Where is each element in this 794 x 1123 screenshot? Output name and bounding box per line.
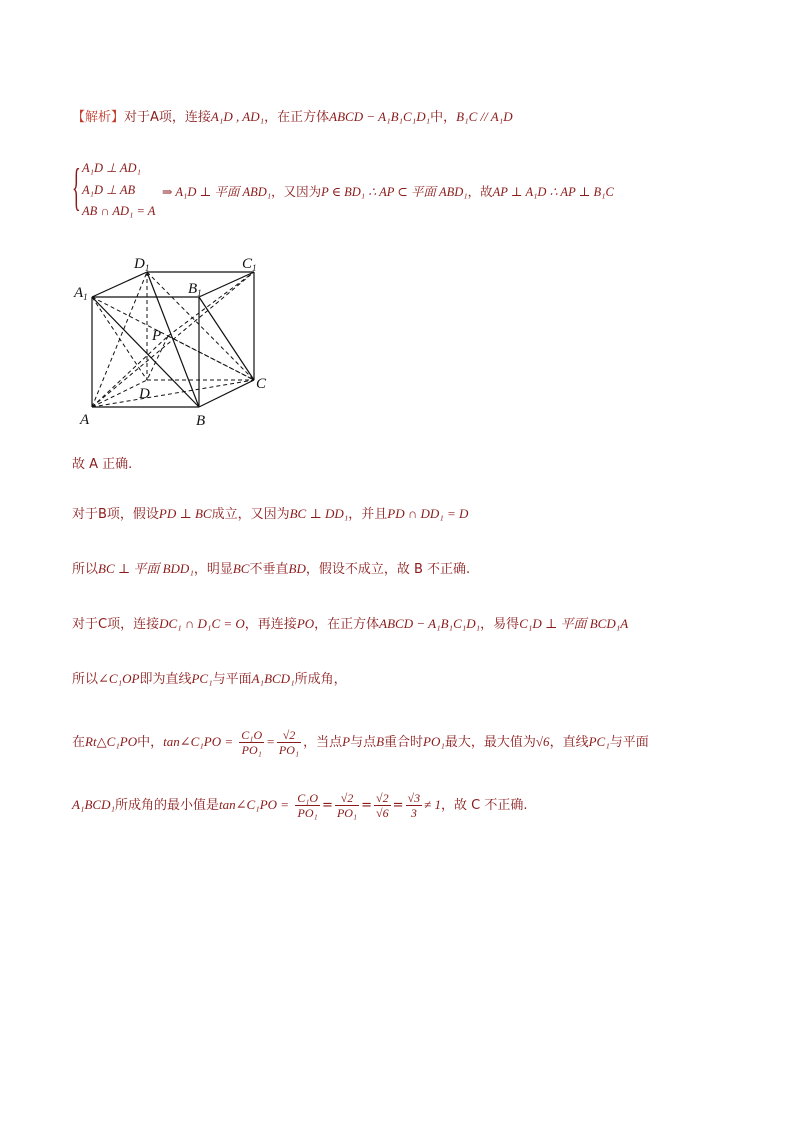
text: 重合时 <box>384 735 424 750</box>
label-A1: $A_1$ <box>74 285 88 302</box>
system-row-1: A₁D ⊥ AD₁ <box>82 161 141 175</box>
numerator: √2 <box>277 728 301 743</box>
math: C₁D ⊥ 平面 BCD₁A <box>519 616 629 631</box>
text: 在 <box>72 735 86 750</box>
label-P: P <box>152 328 162 344</box>
math: tan∠C₁PO = <box>219 797 290 812</box>
label-A: A <box>80 412 90 428</box>
label-D: D <box>139 386 150 402</box>
text: ，当点 <box>303 735 343 750</box>
fraction <box>239 728 264 757</box>
text: 所成角的最小值是 <box>114 798 219 813</box>
text: ，直线 <box>549 735 589 750</box>
math: PC₁ <box>588 734 610 749</box>
numerator: C₁O <box>297 791 319 805</box>
math: ABCD − A₁B₁C₁D₁ <box>379 616 481 631</box>
text: 中， <box>137 735 164 750</box>
text: ，易得 <box>480 617 520 632</box>
numerator: √3 <box>407 791 421 805</box>
math: ∠C₁OP <box>98 671 140 686</box>
math: B₁C // A₁D <box>456 109 513 124</box>
denominator: PO₁ <box>297 806 318 820</box>
math: tan∠C₁PO = <box>163 734 234 749</box>
math: B <box>376 734 385 749</box>
math: A₁D , AD₁ <box>210 109 265 124</box>
math: A₁BCD₁ <box>72 797 115 812</box>
text: 成立，又因为 <box>211 507 290 522</box>
math: PO₁ <box>423 734 445 749</box>
math: P ∈ BD₁ ∴ AP ⊂ 平面 ABD₁ <box>321 185 468 199</box>
fraction <box>335 791 359 820</box>
numerator: √2 <box>335 791 359 806</box>
analysis-c-line-2 <box>72 670 347 689</box>
denominator: PO₁ <box>336 806 358 820</box>
math: BC ⊥ 平面 BDD₁ <box>98 561 194 576</box>
text: ，在正方体 <box>264 110 330 125</box>
text: 不垂直 <box>249 562 289 577</box>
text: ，假设不成立，故 B 不正确. <box>305 562 471 577</box>
analysis-b-line-2 <box>72 560 470 579</box>
system-row-2: A₁D ⊥ AB <box>82 183 136 197</box>
fraction <box>277 728 301 757</box>
math: ≠ 1 <box>424 797 441 812</box>
label-D1: $D_1$ <box>134 256 150 273</box>
text: 与平面 <box>212 672 252 687</box>
math: A₁BCD₁ <box>251 671 295 686</box>
denominator: 3 <box>410 806 417 820</box>
analysis-b-line-1 <box>72 505 468 524</box>
cube-figure <box>72 250 282 435</box>
fraction <box>374 791 391 820</box>
numerator: √2 <box>376 791 389 805</box>
denominator: √6 <box>376 806 389 820</box>
label-B1: $B_1$ <box>188 281 202 298</box>
text: ，在正方体 <box>314 617 380 632</box>
label-B: B <box>196 413 206 429</box>
text: ，再连接 <box>244 617 297 632</box>
math: PC₁ <box>191 671 213 686</box>
math: √6 <box>535 734 550 749</box>
text: 对于C项，连接 <box>72 617 160 632</box>
analysis-c-line-3 <box>72 727 649 758</box>
text: 最大，最大值为 <box>444 735 536 750</box>
math: ABCD − A₁B₁C₁D₁ <box>329 109 431 124</box>
text: 所以 <box>72 562 99 577</box>
math: PD ⊥ BC <box>158 506 212 521</box>
text: 对于A项，连接 <box>124 110 211 125</box>
math: PO <box>296 616 315 631</box>
math: AP ⊥ A₁D ∴ AP ⊥ B₁C <box>492 185 614 199</box>
math: BC ⊥ DD₁ <box>289 506 349 521</box>
analysis-tag: 【解析】 <box>72 110 125 125</box>
text: ，故 C 不正确. <box>441 798 528 813</box>
text: ，故 <box>467 184 493 199</box>
text: ，又因为 <box>271 184 322 199</box>
text: 对于B项，假设 <box>72 507 159 522</box>
math: Rt△C₁PO <box>85 734 138 749</box>
analysis-line-1 <box>72 108 513 127</box>
math: = <box>266 734 275 749</box>
denominator: PO₁ <box>241 743 262 757</box>
text: 即为直线 <box>139 672 192 687</box>
math: P <box>342 734 351 749</box>
text: ，明显 <box>193 562 233 577</box>
left-brace: { <box>72 159 81 216</box>
label-C1: $C_1$ <box>242 256 257 273</box>
math: ⇒ A₁D ⊥ 平面 ABD₁ <box>162 185 272 199</box>
text: 所成角， <box>294 672 347 687</box>
system-row-3: AB ∩ AD₁ = A <box>82 204 156 218</box>
label-C: C <box>256 376 267 392</box>
analysis-c-line-4: A₁BCD₁所成角的最小值是tan∠C₁PO = $\frac{\text{C₁O}}{\text{PO₁}}$ = $\frac{√2}{\text{PO₁}}$ = $\frac{√2}{√6}$ = $\frac{√3}{3}$ ≠ 1，故 C 不正确. <box>72 791 528 820</box>
fraction <box>406 791 423 820</box>
conclusion-a: 故 A 正确. <box>72 457 133 472</box>
math: PD ∩ DD₁ = D <box>387 506 469 521</box>
text: 与点 <box>350 735 377 750</box>
analysis-c-line-1 <box>72 615 628 634</box>
math: BD <box>288 561 306 576</box>
numerator: C₁O <box>241 728 263 742</box>
system-conclusion <box>162 182 614 200</box>
denominator: PO₁ <box>278 743 300 757</box>
text: ，并且 <box>348 507 388 522</box>
math: DC₁ ∩ D₁C = O <box>159 616 245 631</box>
text: 所以 <box>72 672 99 687</box>
text: 中， <box>430 110 457 125</box>
fraction <box>295 791 320 820</box>
math: BC <box>232 561 250 576</box>
text: 与平面 <box>609 735 649 750</box>
